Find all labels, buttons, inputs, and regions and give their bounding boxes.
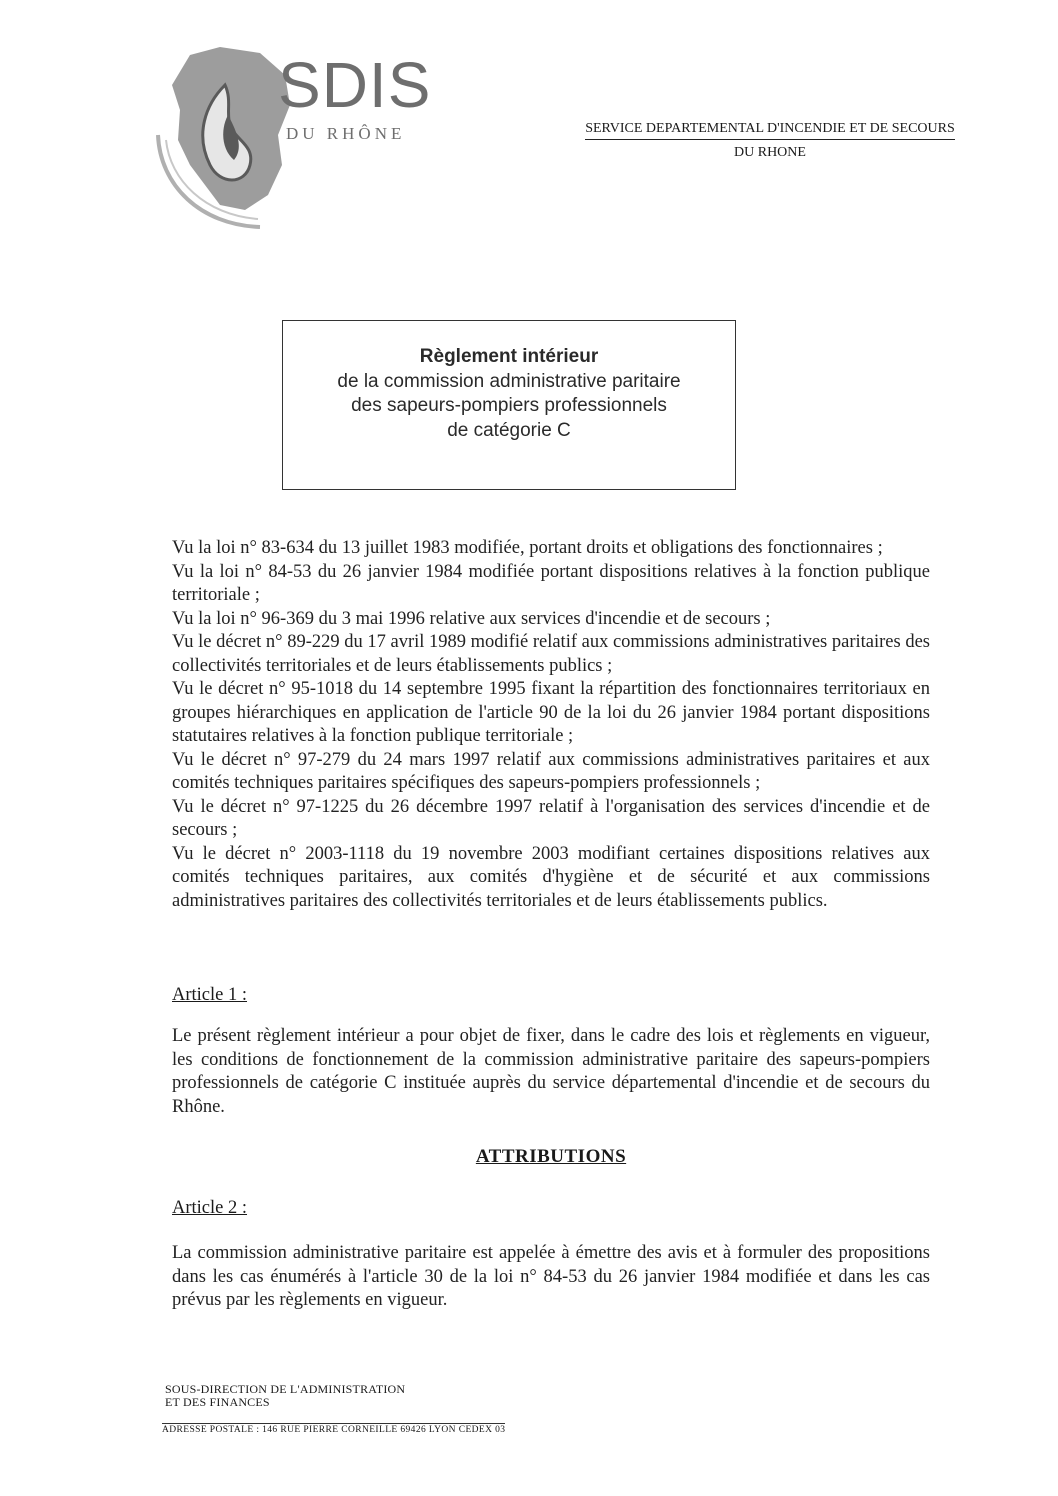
visa-paragraph: Vu la loi n° 84-53 du 26 janvier 1984 modifiée portant dispositions relatives à la fonction publique territoriale ;: [172, 561, 930, 605]
visas-section: [172, 537, 930, 913]
org-name-line2: DU RHONE: [734, 145, 806, 160]
footer-line-2: ET DES FINANCES: [165, 1395, 270, 1409]
visa-paragraph: Vu le décret n° 2003-1118 du 19 novembre 2003 modifiant certaines dispositions relatives aux comités techniques paritaires, aux comités d'hygiène et de sécurité et aux commissions administratives paritaires des collectivités territoriales et de leurs établissements publics.: [172, 843, 930, 911]
sdis-logo: [150, 45, 450, 230]
title-line-1: Règlement intérieur: [419, 346, 599, 367]
title-line-4: de catégorie C: [447, 419, 571, 441]
visa-paragraph: Vu le décret n° 95-1018 du 14 septembre 1995 fixant la répartition des fonctionnaires territoriaux en groupes hiérarchiques en application de l'article 90 de la loi du 26 janvier 1984 portant dispositions statutaires relatives à la fonction publique territoriale ;: [172, 679, 930, 746]
footer-address: ADRESSE POSTALE : 146 RUE PIERRE CORNEILLE 69426 LYON CEDEX 03: [162, 1425, 506, 1435]
document-title-box: [282, 320, 736, 490]
visa-paragraph: Vu la loi n° 96-369 du 3 mai 1996 relative aux services d'incendie et de secours ;: [172, 608, 771, 629]
article-2-paragraph: La commission administrative paritaire est appelée à émettre des avis et à formuler des propositions dans les cas énumérés à l'article 30 de la loi n° 84-53 du 26 janvier 1984 modifiée et dans les cas prévus par les règlements en vigueur.: [172, 1243, 930, 1310]
article-1-heading: Article 1 :: [172, 985, 248, 1005]
org-name-line1: SERVICE DEPARTEMENTAL D'INCENDIE ET DE SECOURS: [585, 119, 955, 140]
section-heading-attributions: ATTRIBUTIONS: [475, 1146, 627, 1167]
article-1-text: [172, 1025, 930, 1119]
footer-line-1: SOUS-DIRECTION DE L'ADMINISTRATION: [165, 1382, 406, 1396]
article-1-paragraph: Le présent règlement intérieur a pour objet de fixer, dans le cadre des lois et règlements en vigueur, les conditions de fonctionnement de la commission administrative paritaire des sapeurs-pompiers professionnels de catégorie C instituée auprès du service départemental d'incendie et de secours du Rhône.: [172, 1026, 930, 1117]
organisation-header: [520, 117, 1020, 165]
article-2-heading: Article 2 :: [172, 1198, 248, 1218]
visa-paragraph: Vu le décret n° 89-229 du 17 avril 1989 modifié relatif aux commissions administratives paritaires des collectivités territoriales et de leurs établissements publics ;: [172, 632, 930, 676]
article-2-text: [172, 1242, 930, 1313]
logo-title: SDIS: [278, 49, 432, 121]
footer-department: [165, 1383, 405, 1409]
visa-paragraph: Vu la loi n° 83-634 du 13 juillet 1983 modifiée, portant droits et obligations des fonctionnaires ;: [172, 538, 883, 558]
visa-paragraph: Vu le décret n° 97-279 du 24 mars 1997 relatif aux commissions administratives paritaires et aux comités techniques paritaires spécifiques des sapeurs-pompiers professionnels ;: [172, 749, 930, 793]
visa-paragraph: Vu le décret n° 97-1225 du 26 décembre 1997 relatif à l'organisation des services d'incendie et de secours ;: [172, 796, 930, 840]
title-line-2: de la commission administrative paritaire: [337, 370, 681, 392]
title-line-3: des sapeurs-pompiers professionnels: [351, 395, 667, 416]
logo-subtitle: DU RHÔNE: [286, 124, 406, 143]
